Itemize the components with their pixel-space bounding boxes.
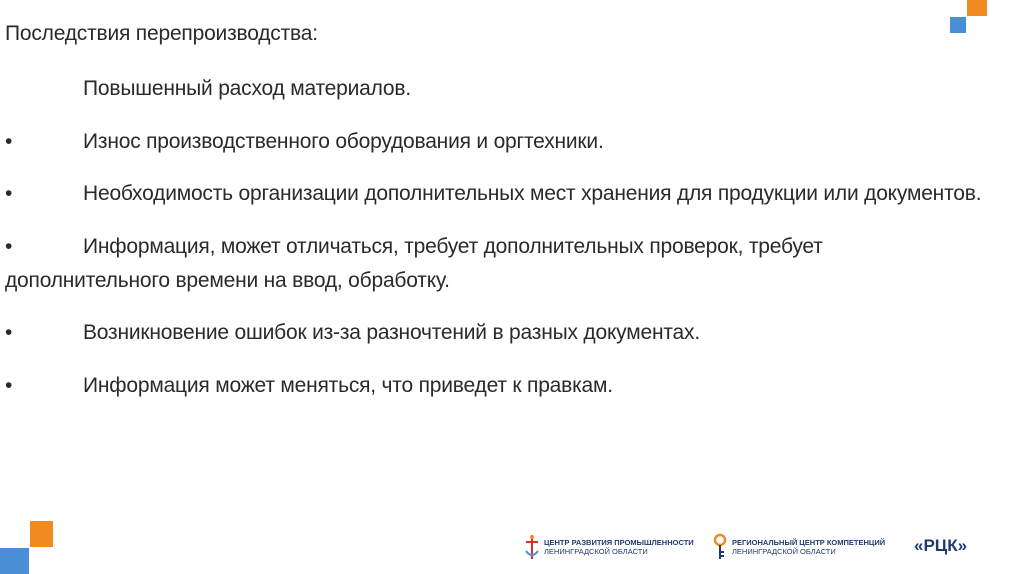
logo-industry-line1: ЦЕНТР РАЗВИТИЯ ПРОМЫШЛЕННОСТИ — [544, 538, 694, 547]
list-item-continuation: дополнительного времени на ввод, обработку. — [5, 269, 450, 292]
bullet: • — [5, 130, 13, 153]
list-item-text: Информация может меняться, что приведет к правкам. — [83, 374, 613, 397]
list-item — [5, 72, 1005, 106]
list-item-text: Информация, может отличаться, требует дополнительных проверок, требует — [83, 235, 823, 258]
decor-square-blue-bottom — [0, 548, 29, 574]
list-item — [5, 177, 1005, 211]
logo-industry-center — [524, 532, 704, 562]
bullet: • — [5, 182, 13, 205]
logo-competence-center — [712, 532, 902, 562]
key-emblem-icon — [712, 533, 728, 561]
logo-competence-line2: ЛЕНИНГРАДСКОЙ ОБЛАСТИ — [732, 547, 836, 556]
bullet: • — [5, 374, 13, 397]
list-item — [5, 316, 1005, 350]
list-item-text: Необходимость организации дополнительных мест хранения для продукции или документов. — [83, 182, 982, 205]
bullet: • — [5, 321, 13, 344]
logo-industry-line2: ЛЕНИНГРАДСКОЙ ОБЛАСТИ — [544, 547, 648, 556]
decor-square-orange-bottom — [30, 521, 53, 547]
list-item-text: Возникновение ошибок из-за разночтений в разных документах. — [83, 321, 700, 344]
list-item — [5, 369, 1005, 403]
industry-emblem-icon — [524, 533, 540, 561]
list-item-text: Повышенный расход материалов. — [83, 77, 411, 100]
list-item-text: Износ производственного оборудования и оргтехники. — [83, 130, 604, 153]
decor-square-orange-top — [967, 0, 987, 16]
bullet: • — [5, 235, 13, 258]
logo-rck — [914, 536, 990, 566]
footer-logos — [524, 532, 994, 562]
slide-heading: Последствия перепроизводства: — [5, 22, 318, 45]
logo-rck-text: «РЦК» — [914, 536, 968, 555]
list-item — [5, 125, 1005, 159]
list-item — [5, 230, 1005, 298]
logo-competence-line1: РЕГИОНАЛЬНЫЙ ЦЕНТР КОМПЕТЕНЦИЙ — [732, 538, 886, 547]
decor-square-blue-top — [950, 17, 966, 33]
